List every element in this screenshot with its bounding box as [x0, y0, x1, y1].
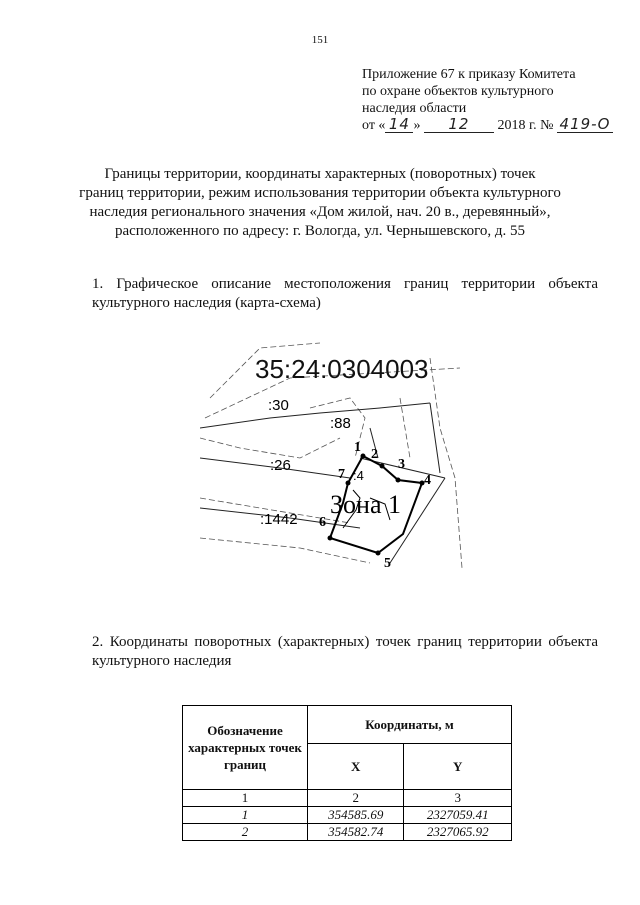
x-cell: 354585.69: [308, 807, 404, 824]
map-parcel-boundaries: [200, 403, 445, 563]
page-number: 151: [311, 34, 329, 46]
column-number: 2: [308, 790, 404, 807]
point-label: 3: [398, 457, 405, 472]
y-cell: 2327065.92: [404, 824, 512, 841]
point-label: 2: [371, 447, 378, 462]
date-year: 2018 г. №: [497, 118, 554, 133]
section-1-heading: 1. Графическое описание местоположения границ территории объекта культурного наследия (карта-схема): [92, 276, 598, 311]
parcel-label: :1442: [260, 511, 298, 528]
table-row: [183, 807, 512, 824]
cadastral-map: [200, 338, 470, 573]
point-label: 5: [384, 556, 391, 571]
coordinates-table: [182, 705, 512, 841]
date-day: 14: [385, 117, 413, 133]
point-label: 6: [319, 515, 326, 530]
x-cell: 354582.74: [308, 824, 404, 841]
parcel-label: :88: [330, 415, 351, 432]
appendix-date-line: [362, 117, 632, 134]
title-line: расположенного по адресу: г. Вологда, ул. Чернышевского, д. 55: [114, 223, 526, 239]
date-prefix: от «: [362, 118, 386, 133]
point-cell: 1: [183, 807, 308, 824]
date-month: 12: [424, 117, 494, 133]
column-number: 3: [404, 790, 512, 807]
appendix-line-3: наследия области: [362, 101, 467, 116]
point-label: 7: [338, 467, 345, 482]
appendix-header: [362, 66, 632, 134]
y-cell: 2327059.41: [404, 807, 512, 824]
header-designation: Обозначение характерных точек границ: [183, 706, 308, 790]
cadastral-number: 35:24:0304003: [255, 354, 429, 384]
point-label: 1: [354, 440, 361, 455]
header-x: X: [308, 744, 404, 790]
table-row: [183, 824, 512, 841]
section-2-heading: 2. Координаты поворотных (характерных) точек границ территории объекта культурного наследия: [92, 634, 598, 669]
zone-label: Зона 1: [330, 490, 401, 519]
title-line: Границы территории, координаты характерных (поворотных) точек: [104, 166, 536, 182]
parcel-label: :26: [270, 457, 291, 474]
header-coordinates: Координаты, м: [308, 706, 512, 744]
parcel-label: :30: [268, 397, 289, 414]
parcel-label: :4: [353, 468, 364, 483]
appendix-line-2: по охране объектов культурного: [362, 84, 554, 99]
title-line: границ территории, режим использования территории объекта культурного: [79, 185, 561, 201]
point-cell: 2: [183, 824, 308, 841]
document-title: [60, 165, 580, 241]
appendix-line-1: Приложение 67 к приказу Комитета: [362, 67, 576, 82]
title-line: наследия регионального значения «Дом жилой, нач. 20 в., деревянный»,: [89, 204, 551, 220]
point-label: 4: [424, 473, 431, 488]
header-y: Y: [404, 744, 512, 790]
column-number: 1: [183, 790, 308, 807]
order-number: 419-О: [557, 117, 613, 133]
date-mid: »: [413, 118, 421, 133]
